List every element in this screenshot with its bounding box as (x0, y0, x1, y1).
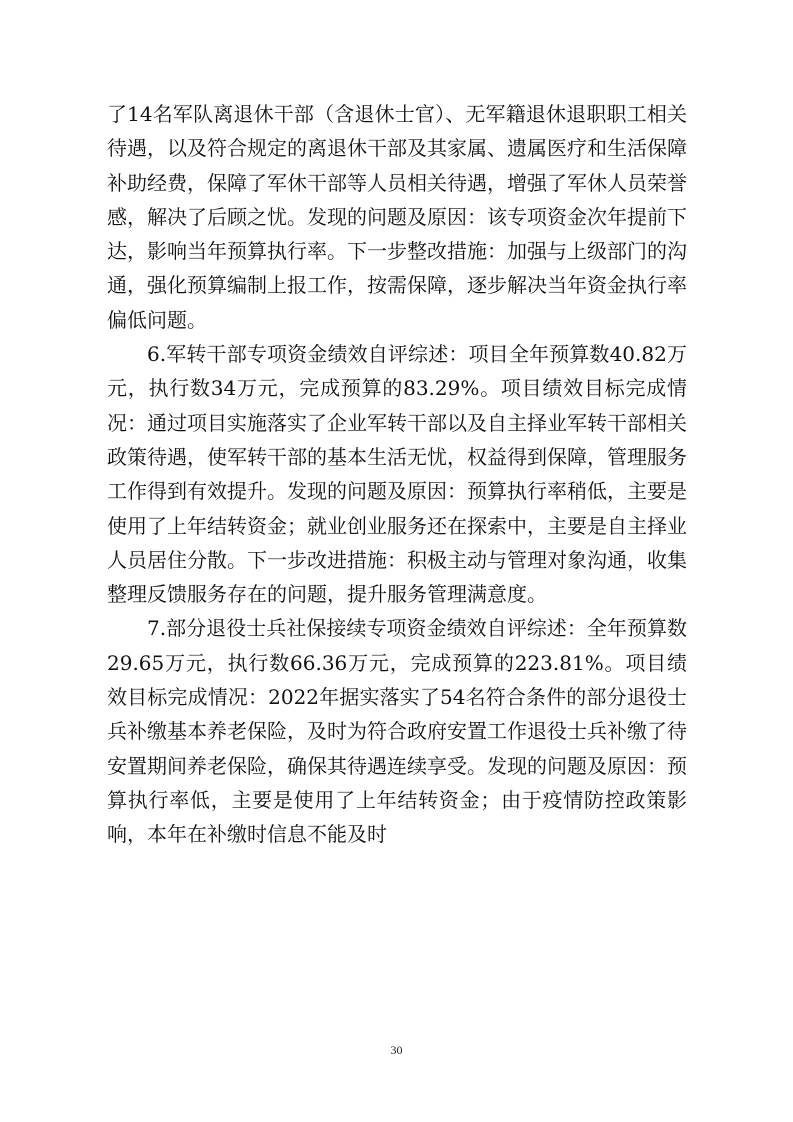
body-text (107, 97, 687, 852)
paragraph-item-6: 6.军转干部专项资金绩效自评综述：项目全年预算数40.82万元，执行数34万元，完成预算的83.29%。项目绩效目标完成情况：通过项目实施落实了企业军转干部以及自主择业军转干部相关政策待遇，使军转干部的基本生活无忧，权益得到保障，管理服务工作得到有效提升。发现的问题及原因：预算执行率稍低，主要是使用了上年结转资金；就业创业服务还在探索中，主要是自主择业人员居住分散。下一步改进措施：积极主动与管理对象沟通，收集整理反馈服务存在的问题，提升服务管理满意度。 (107, 342, 687, 607)
paragraph-continuation: 了14名军队离退休干部（含退休士官）、无军籍退休退职职工相关待遇，以及符合规定的离退休干部及其家属、遗属医疗和生活保障补助经费，保障了军休干部等人员相关待遇，增强了军休人员荣誉感，解决了后顾之忧。发现的问题及原因：该专项资金次年提前下达，影响当年预算执行率。下一步整改措施：加强与上级部门的沟通，强化预算编制上报工作，按需保障，逐步解决当年资金执行率偏低问题。 (107, 102, 687, 332)
paragraph-item-7: 7.部分退役士兵社保接续专项资金绩效自评综述：全年预算数29.65万元，执行数66.36万元，完成预算的223.81%。项目绩效目标完成情况：2022年据实落实了54名符合条件的部分退役士兵补缴基本养老保险，及时为符合政府安置工作退役士兵补缴了待安置期间养老保险，确保其待遇连续享受。发现的问题及原因：预算执行率低，主要是使用了上年结转资金；由于疫情防控政策影响，本年在补缴时信息不能及时 (107, 616, 687, 847)
page-number: 30 (390, 1043, 403, 1057)
